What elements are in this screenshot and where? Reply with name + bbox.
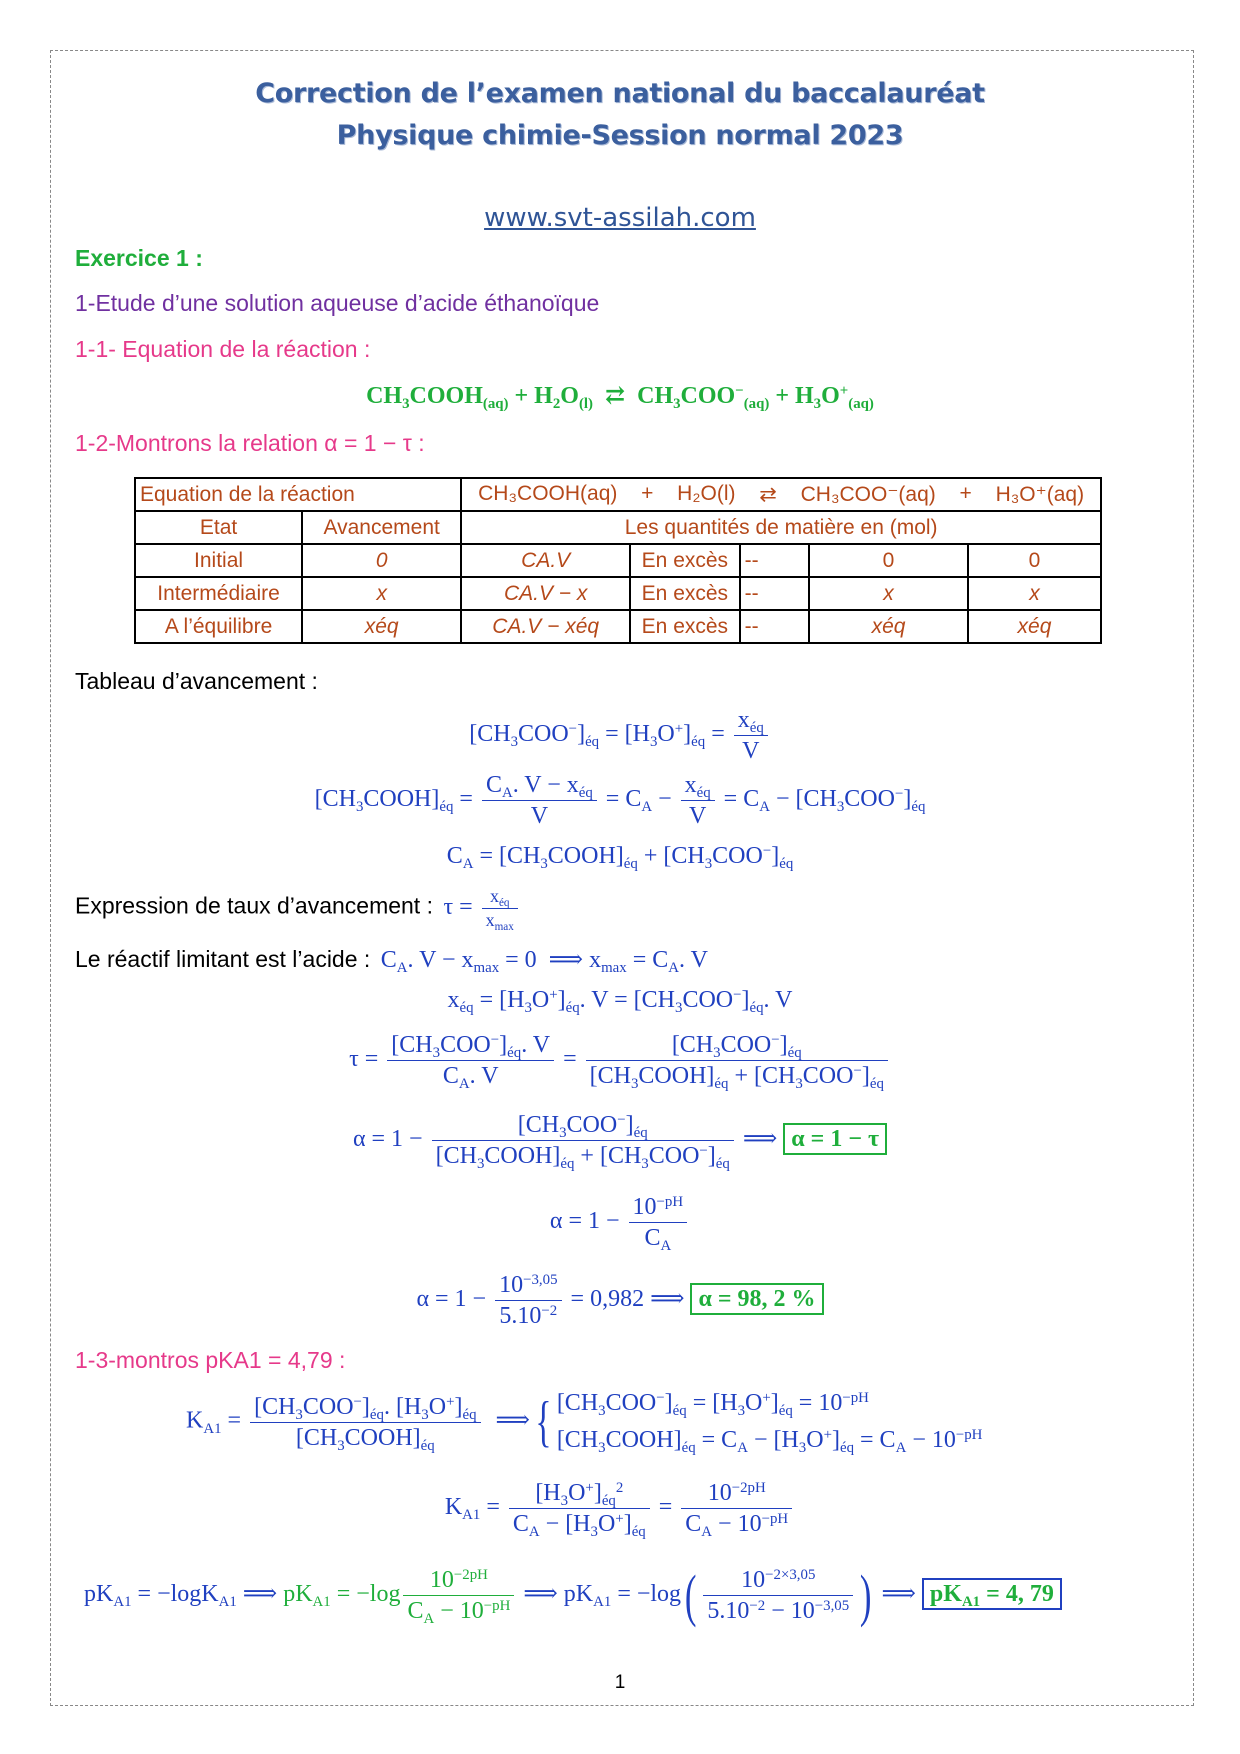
section-1-2-heading: 1-2-Montrons la relation α = 1 − τ :: [75, 430, 425, 456]
cell-base: 0: [809, 544, 968, 577]
cell-etat: A l’équilibre: [135, 610, 302, 643]
limiting-label: Le réactif limitant est l’acide :: [75, 946, 371, 972]
table-row: [135, 577, 1101, 610]
cell-h3o: 0: [968, 544, 1101, 577]
equation-alpha-ph: α = 1 − $\frac{10^{-pH}}{C_A}$: [0, 1192, 1240, 1253]
table-row: [135, 478, 1101, 511]
cell-av: x: [302, 577, 461, 610]
section-1-1-heading: 1-1- Equation de la réaction :: [75, 336, 371, 362]
cell-dash: --: [740, 610, 809, 643]
reaction-water: H₂O(l): [677, 482, 736, 505]
table-header-reaction: [461, 478, 1101, 511]
cell-acid: CA.V: [461, 544, 630, 577]
equation-ka: $K_{A1}$ = $\frac{[CH_3COO^-]_{éq}. [H_3O^+]_{éq}}{[CH_3COOH]_{éq}}$ $⟹\{[CH_3COO^-]_{éq} = [H_3O^+]_{éq} = 10^{-pH}$ $[CH_3COOH]_{éq} = C_A - [H_3O^+]_{éq} = C_A - 10^{-pH}$: [186, 1389, 983, 1457]
reaction-arrow: ⇄: [759, 483, 777, 506]
col-etat: Etat: [135, 511, 302, 544]
equation-conservation: $C_A$ = $[CH_3COOH]_{éq} + [CH_3COO^-]_{éq}$: [446, 842, 794, 873]
alpha-result-box: α = 1 − τ: [783, 1123, 887, 1155]
website-link[interactable]: www.svt-assilah.com: [484, 203, 756, 233]
advancement-table: [134, 477, 1102, 644]
table-row: [135, 610, 1101, 643]
concentration-value: 5.10: [499, 1303, 542, 1329]
alpha-numeric: 0,982: [590, 1286, 645, 1313]
reaction-plus-1: +: [641, 482, 654, 505]
col-avancement: Avancement: [302, 511, 461, 544]
cell-water: En excès: [630, 610, 740, 643]
cell-h3o: xéq: [968, 610, 1101, 643]
cell-etat: Intermédiaire: [135, 577, 302, 610]
section-1-heading: 1-Etude d’une solution aqueuse d’acide éthanoïque: [75, 290, 600, 316]
cell-dash: --: [740, 577, 809, 610]
equation-ka-ph: $K_{A1}$ = $\frac{[H_3O^+]_{éq}^2}{C_A - [H_3O^+]_{éq}}$ = $\frac{10^{-2pH}}{C_A - 10^{-pH}}$: [0, 1478, 1240, 1539]
equation-acid-concentration: $[CH_3COOH]_{éq}$ = $\frac{C_A. V - x_{éq}}{V}$ = $C_A$ − $\frac{x_{éq}}{V}$ = $C_A - [CH_3COO^-]_{éq}$: [314, 772, 926, 829]
cell-h3o: x: [968, 577, 1101, 610]
cell-acid: CA.V − x: [461, 577, 630, 610]
section-1-3-heading: 1-3-montros pKA1 = 4,79 :: [75, 1347, 346, 1373]
cell-base: x: [809, 577, 968, 610]
table-row: [135, 544, 1101, 577]
equation-alpha-value: α = 1 − $\frac{10^{-3,05}}{5.10^{-2}}$ = 0,982 ⟹ α = 98, 2 %: [0, 1270, 1240, 1331]
col-quantites: Les quantités de matière en (mol): [461, 511, 1101, 544]
reaction-acid: CH₃COOH(aq): [478, 482, 618, 505]
cell-acid: CA.V − xéq: [461, 610, 630, 643]
pka-result-value: 4, 79: [1005, 1581, 1054, 1608]
equation-pka: $pK_{A1} = -\log K_{A1}$ ⟹ $pK_{A1} = -\log$ $\frac{10^{-2pH}}{C_A - 10^{-pH}}$ ⟹ $pK_{A1} = -\log$( $\frac{10^{-2\times 3,05}}{5.10^{-2} - 10^{-3,05}}$ ) ⟹ $pK_{A1} = 4$, 79: [84, 1565, 1062, 1626]
pka-result-box: $pK_{A1} = 4$, 79: [922, 1578, 1062, 1610]
equation-tau: τ = $\frac{[CH_3COO^-]_{éq}. V}{C_A. V}$ = $\frac{[CH_3COO^-]_{éq}}{[CH_3COOH]_{éq} + [CH_3COO^-]_{éq}}$: [0, 1030, 1240, 1091]
cell-av: xéq: [302, 610, 461, 643]
title-line-1: Correction de l’examen national du baccalauréat: [255, 78, 985, 109]
cell-base: xéq: [809, 610, 968, 643]
reaction-h3o: H₃O⁺(aq): [995, 483, 1085, 506]
cell-water: En excès: [630, 544, 740, 577]
cell-dash: --: [740, 544, 809, 577]
title-line-2: Physique chimie-Session normal 2023: [336, 120, 904, 151]
cell-av: 0: [302, 544, 461, 577]
exercise-heading: Exercice 1 :: [75, 245, 203, 271]
reaction-plus-2: +: [959, 482, 972, 505]
cell-water: En excès: [630, 577, 740, 610]
cell-etat: Initial: [135, 544, 302, 577]
alpha-percent-box: α = 98, 2 %: [690, 1283, 823, 1315]
equation-alpha: α = 1 − $\frac{[CH_3COO^-]_{éq}}{[CH_3COOH]_{éq} + [CH_3COO^-]_{éq}}$ ⟹ α = 1 − τ: [0, 1110, 1240, 1171]
page-number: 1: [614, 1672, 626, 1693]
table-row: [135, 511, 1101, 544]
table-header-equation: Equation de la réaction: [135, 478, 461, 511]
reaction-base: CH₃COO⁻(aq): [800, 483, 936, 506]
limiting-reactant-line: Le réactif limitant est l’acide : $C_A$. $V - x_{max} = 0$ ⟹ $x_{max} = C_A$. V: [75, 946, 708, 977]
reaction-equation: $CH_3COOH_{(aq)} + H_2O_{(l)}$ ⇄ $CH_3COO^-_{(aq)} + H_3O^+_{(aq)}$: [366, 382, 874, 413]
equation-xeq: $x_{éq} = [H_3O^+]_{éq}$. $V = [CH_3COO^-]_{éq}$. V: [447, 986, 793, 1017]
ph-value: 3,05: [531, 1271, 558, 1288]
equation-concentrations: $[CH_3COO^-]_{éq} = [H_3O^+]_{éq}$ = $\frac{x_{éq}}{V}$: [0, 705, 1240, 766]
taux-label: Expression de taux d’avancement :: [75, 892, 433, 919]
tableau-label: Tableau d’avancement :: [75, 668, 318, 694]
taux-line: Expression de taux d’avancement : τ = $\frac{x_{éq}}{x_{max}}$: [75, 885, 521, 931]
